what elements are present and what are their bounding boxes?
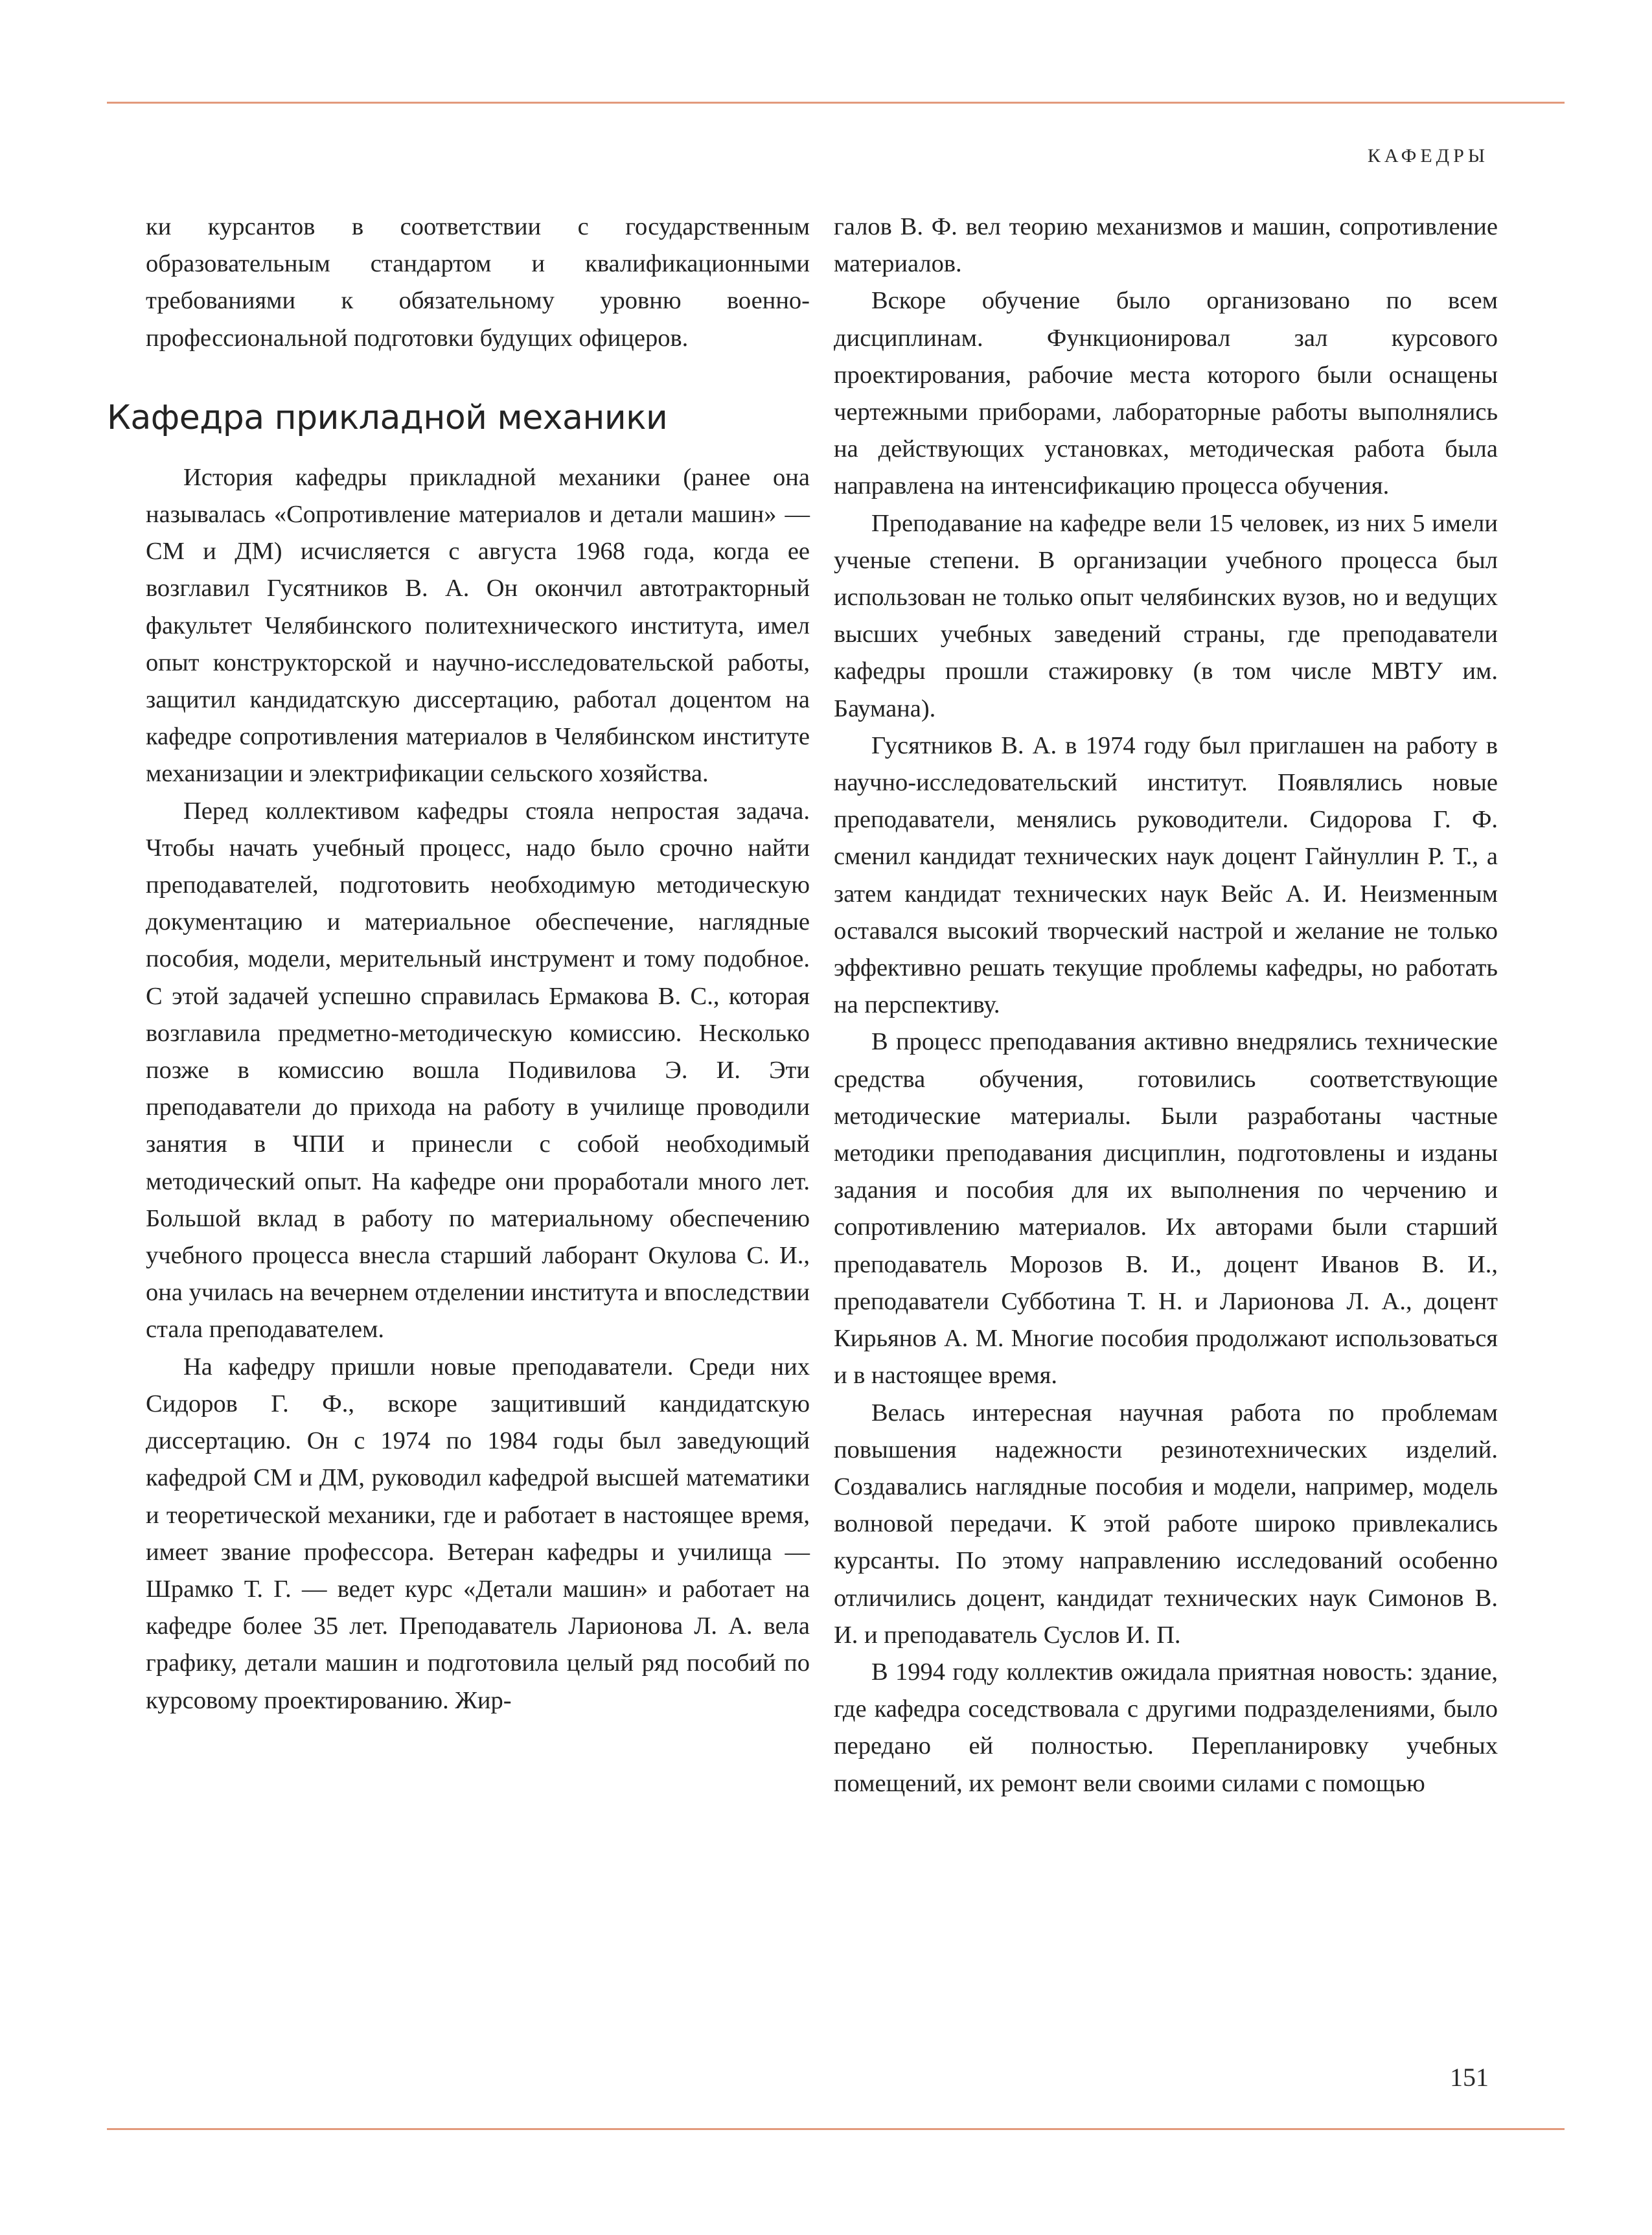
left-column: [107, 209, 810, 1719]
right-column: [834, 209, 1498, 1802]
page-number: 151: [1450, 2063, 1489, 2092]
paragraph: Гусятников В. А. в 1974 году был приглашен на работу в научно-исследовательский институт. Появлялись новые преподаватели, менялись руководители. Сидорова Г. Ф. сменил кандидат технических наук доцент Гайнуллин Р. Т., а затем кандидат технических наук Вейс А. И. Неизменным оставался высокий творческий настрой и желание не только эффективно решать текущие проблемы кафедры, но работать на перспективу.: [834, 731, 1498, 1019]
paragraph-continuation: галов В. Ф. вел теорию механизмов и машин, сопротивление материалов.: [834, 213, 1498, 278]
paragraph: Преподавание на кафедре вели 15 человек, из них 5 имели ученые степени. В организации учебного процесса был использован не только опыт челябинских вузов, но и ведущих высших учебных заведений страны, где преподаватели кафедры прошли стажировку (в том числе МВТУ им. Баумана).: [834, 509, 1498, 722]
paragraph: Вскоре обучение было организовано по всем дисциплинам. Функционировал зал курсового проектирования, рабочие места которого были оснащены чертежными приборами, лабораторные работы выполнялись на действующих установках, методическая работа была направлена на интенсификацию процесса обучения.: [834, 287, 1498, 500]
paragraph: В процесс преподавания активно внедрялись технические средства обучения, готовились соответствующие методические материалы. Были разработаны частные методики преподавания дисциплин, подготовлены и изданы задания и пособия для их выполнения по черчению и сопротивлению материалов. Их авторами были старший преподаватель Морозов В. И., доцент Иванов В. И., преподаватели Субботина Т. Н. и Ларионова Л. А., доцент Кирьянов А. М. Многие пособия продолжают использоваться и в настоящее время.: [834, 1028, 1498, 1390]
running-head: КАФЕДРЫ: [1367, 145, 1489, 166]
bottom-rule: [107, 2128, 1565, 2130]
paragraph: Перед коллективом кафедры стояла непростая задача. Чтобы начать учебный процесс, надо было срочно найти преподавателей, подготовить необходимую методическую документацию и материальное обеспечение, наглядные пособия, модели, мерительный инструмент и тому подобное. С этой задачей успешно справилась Ермакова В. С., которая возглавила предметно-методическую комиссию. Несколько позже в комиссию вошла Подивилова Э. И. Эти преподаватели до прихода на работу в училище проводили занятия в ЧПИ и принесли с собой необходимый методический опыт. На кафедре они проработали много лет. Большой вклад в работу по материальному обеспечению учебного процесса внесла старший лаборант Окулова С. И., она училась на вечернем отделении института и впоследствии стала преподавателем.: [146, 797, 810, 1344]
paragraph: Велась интересная научная работа по проблемам повышения надежности резинотехнических изделий. Создавались наглядные пособия и модели, например, модель волновой передачи. К этой работе широко привлекались курсанты. По этому направлению исследований особенно отличились доцент, кандидат технических наук Симонов В. И. и преподаватель Суслов И. П.: [834, 1399, 1498, 1649]
paragraph-continuation: ки курсантов в соответствии с государственным образовательным стандартом и квалификационными требованиями к обязательному уровню военно-профессиональной подготовки будущих офицеров.: [146, 213, 810, 352]
paragraph: История кафедры прикладной механики (ранее она называлась «Сопротивление материалов и детали машин» — СМ и ДМ) исчисляется с августа 1968 года, когда ее возглавил Гусятников В. А. Он окончил автотракторный факультет Челябинского политехнического института, имел опыт конструкторской и научно-исследовательской работы, защитил кандидатскую диссертацию, работал доцентом на кафедре сопротивления материалов в Челябинском институте механизации и электрификации сельского хозяйства.: [146, 463, 810, 788]
top-rule: [107, 102, 1565, 104]
section-heading: Кафедра прикладной механики: [107, 398, 668, 437]
paragraph: На кафедру пришли новые преподаватели. Среди них Сидоров Г. Ф., вскоре защитивший кандидатскую диссертацию. Он с 1974 по 1984 годы был заведующий кафедрой СМ и ДМ, руководил кафедрой высшей математики и теоретической механики, где и работает в настоящее время, имеет звание профессора. Ветеран кафедры и училища — Шрамко Т. Г. — ведет курс «Детали машин» и работает на кафедре более 35 лет. Преподаватель Ларионова Л. А. вела графику, детали машин и подготовила целый ряд пособий по курсовому проектированию. Жир-: [146, 1353, 810, 1714]
paragraph: В 1994 году коллектив ожидала приятная новость: здание, где кафедра соседствовала с другими подразделениями, было передано ей полностью. Перепланировку учебных помещений, их ремонт вели своими силами с помощью: [834, 1658, 1498, 1797]
